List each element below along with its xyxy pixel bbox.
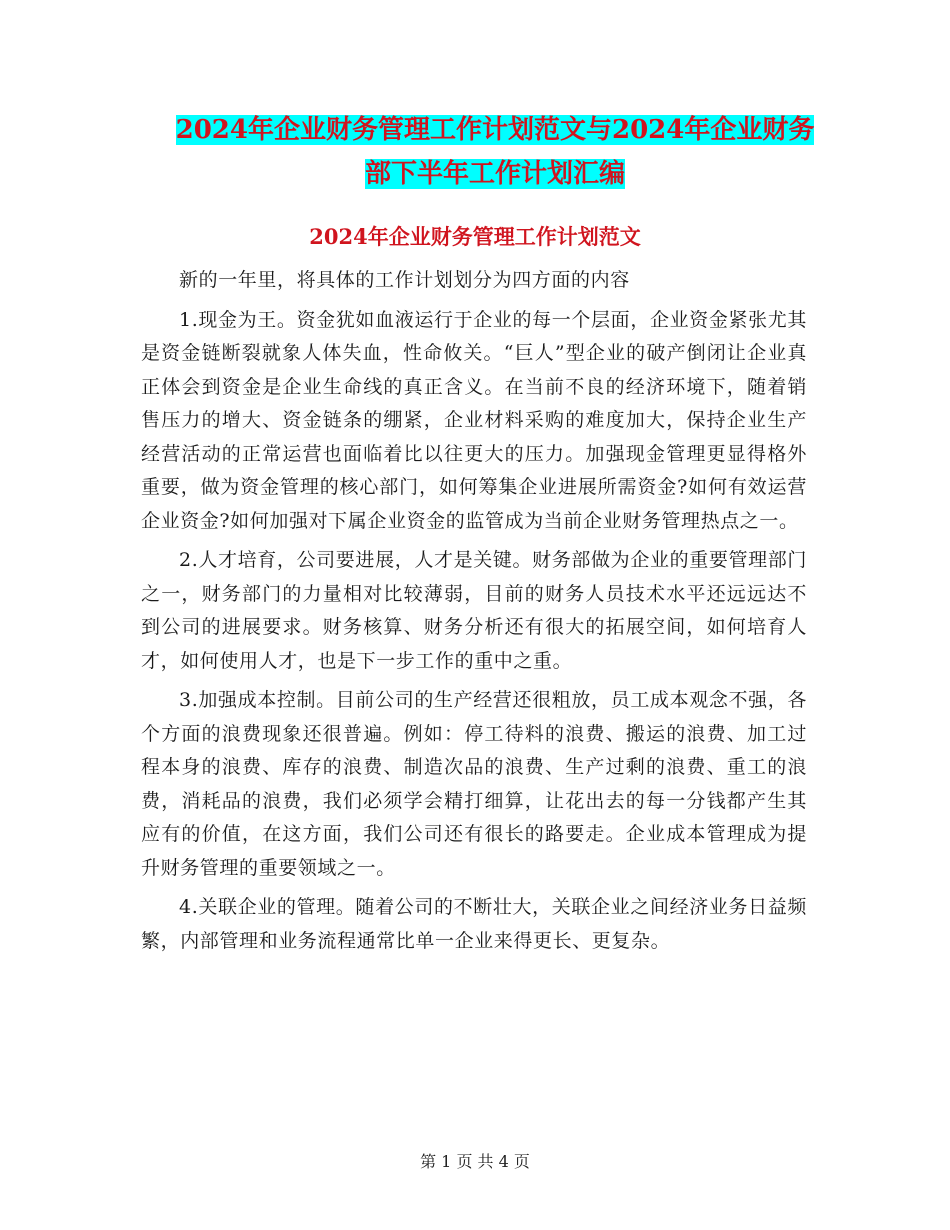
footer-total-pages: 4 — [498, 1152, 509, 1171]
document-title-line-1: 2024年企业财务管理工作计划范文与2024年企业财务 — [175, 115, 815, 145]
footer-prefix: 第 — [420, 1152, 437, 1171]
document-title — [140, 108, 850, 196]
document-body — [141, 264, 807, 964]
document-title-line-2: 部下半年工作计划汇编 — [364, 159, 625, 189]
section-title: 2024年企业财务管理工作计划范文 — [309, 224, 641, 249]
footer-suffix: 页 — [513, 1152, 530, 1171]
paragraph-affiliates: 4.关联企业的管理。随着公司的不断壮大，关联企业之间经济业务日益频繁，内部管理和业务流程通常比单一企业来得更长、更复杂。 — [141, 896, 807, 952]
page-footer — [0, 1151, 950, 1173]
paragraph-cash: 1.现金为王。资金犹如血液运行于企业的每一个层面，企业资金紧张尤其是资金链断裂就象人体失血，性命攸关。“巨人”型企业的破产倒闭让企业真正体会到资金是企业生命线的真正含义。在当前不良的经济环境下，随着销售压力的增大、资金链条的绷紧，企业材料采购的难度加大，保持企业生产经营活动的正常运营也面临着比以往更大的压力。加强现金管理更显得格外重要，做为资金管理的核心部门，如何筹集企业进展所需资金?如何有效运营企业资金?如何加强对下属企业资金的监管成为当前企业财务管理热点之一。 — [141, 308, 807, 532]
paragraph-talent: 2.人才培育，公司要进展，人才是关键。财务部做为企业的重要管理部门之一，财务部门的力量相对比较薄弱，目前的财务人员技术水平还远远达不到公司的进展要求。财务核算、财务分析还有很大的拓展空间，如何培育人才，如何使用人才，也是下一步工作的重中之重。 — [141, 549, 807, 672]
paragraph-intro: 新的一年里，将具体的工作计划划分为四方面的内容 — [179, 269, 630, 291]
footer-page-number: 1 — [441, 1152, 452, 1171]
paragraph-cost-control: 3.加强成本控制。目前公司的生产经营还很粗放，员工成本观念不强，各个方面的浪费现象还很普遍。例如：停工待料的浪费、搬运的浪费、加工过程本身的浪费、库存的浪费、制造次品的浪费、生产过剩的浪费、重工的浪费，消耗品的浪费，我们必须学会精打细算，让花出去的每一分钱都产生其应有的价值，在这方面，我们公司还有很长的路要走。企业成本管理成为提升财务管理的重要领域之一。 — [141, 689, 807, 879]
footer-middle: 页 共 — [456, 1152, 494, 1171]
